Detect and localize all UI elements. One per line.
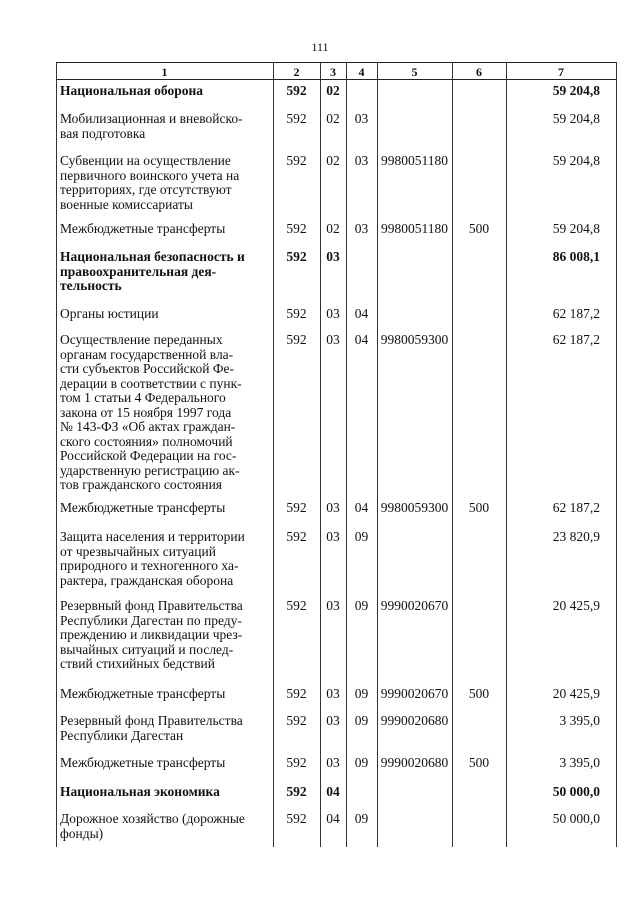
row-grbs: 592 — [286, 83, 307, 98]
row-section: 03 — [326, 332, 340, 347]
row-expense-type: 500 — [468, 755, 490, 770]
header-col-7: 7 — [558, 65, 564, 79]
column-divider — [56, 62, 57, 847]
row-target-code: 9980051180 — [381, 153, 448, 168]
row-amount: 86 008,1 — [552, 249, 600, 264]
row-subsection: 09 — [354, 686, 369, 701]
row-amount: 3 395,0 — [559, 713, 600, 728]
row-target-code: 9990020680 — [380, 755, 449, 770]
row-grbs: 592 — [286, 306, 307, 321]
page-number: 111 — [311, 40, 329, 54]
row-grbs: 592 — [286, 755, 307, 770]
row-amount: 3 395,0 — [559, 755, 600, 770]
row-grbs: 592 — [286, 713, 307, 728]
row-grbs: 592 — [286, 500, 307, 515]
row-subsection: 09 — [354, 713, 369, 728]
row-grbs: 592 — [286, 811, 307, 826]
row-section: 04 — [326, 784, 340, 799]
row-target-code: 9980059300 — [380, 332, 449, 347]
table-top-rule — [56, 62, 616, 63]
row-amount: 59 204,8 — [552, 153, 600, 168]
row-name: Национальная оборона — [60, 83, 203, 98]
row-section: 03 — [326, 713, 340, 728]
row-name: Осуществление переданных органам государственной вла- сти субъектов Российской Фе- дерации в соответствии с пунк- том 1 статьи 4 Федерального закона от 15 ноября 1997 года № 143-ФЗ «Об актах граждан- ского состояния» полномочий Российской Федерации на гос- ударственную регистрацию ак- тов гражданского состояния — [60, 332, 242, 492]
row-section: 02 — [326, 221, 340, 236]
row-subsection: 04 — [354, 306, 369, 321]
row-section: 03 — [326, 500, 340, 515]
row-subsection: 09 — [354, 529, 369, 544]
row-section: 02 — [326, 111, 340, 126]
row-target-code: 9980051180 — [381, 221, 448, 236]
row-name: Органы юстиции — [60, 306, 159, 321]
row-amount: 59 204,8 — [552, 83, 600, 98]
row-section: 02 — [326, 153, 340, 168]
row-expense-type: 500 — [468, 221, 490, 236]
row-amount: 50 000,0 — [552, 811, 600, 826]
row-grbs: 592 — [286, 598, 307, 613]
row-subsection: 09 — [354, 755, 369, 770]
row-target-code: 9990020680 — [380, 713, 449, 728]
row-name: Мобилизационная и вневойско- вая подготовка — [60, 111, 243, 141]
header-col-1: 1 — [161, 65, 168, 79]
column-divider — [273, 62, 274, 847]
row-grbs: 592 — [286, 529, 307, 544]
row-name: Межбюджетные трансферты — [60, 755, 226, 770]
column-divider — [320, 62, 321, 847]
column-divider — [452, 62, 453, 847]
row-subsection: 09 — [354, 598, 369, 613]
row-section: 03 — [326, 529, 340, 544]
row-name: Резервный фонд Правительства Республики Дагестан по преду- преждению и ликвидации чрез- вычайных ситуаций и послед- ствий стихийных бедствий — [60, 598, 243, 671]
row-section: 03 — [326, 686, 340, 701]
header-col-6: 6 — [476, 65, 482, 79]
row-name: Национальная экономика — [60, 784, 220, 799]
row-target-code: 9990020670 — [380, 686, 449, 701]
row-subsection: 04 — [354, 332, 369, 347]
row-expense-type: 500 — [468, 500, 490, 515]
row-amount: 20 425,9 — [552, 686, 600, 701]
column-divider — [616, 62, 617, 847]
row-grbs: 592 — [286, 784, 307, 799]
row-name: Защита населения и территории от чрезвычайных ситуаций природного и техногенного ха- рактера, гражданская оборона — [60, 529, 245, 588]
budget-table — [56, 62, 616, 847]
row-amount: 62 187,2 — [552, 306, 600, 321]
row-amount: 62 187,2 — [552, 500, 600, 515]
row-name: Межбюджетные трансферты — [60, 500, 226, 515]
row-name: Дорожное хозяйство (дорожные фонды) — [60, 811, 245, 841]
column-divider — [506, 62, 507, 847]
table-header-rule — [56, 79, 616, 80]
row-amount: 23 820,9 — [552, 529, 600, 544]
row-amount: 59 204,8 — [552, 221, 600, 236]
row-grbs: 592 — [286, 221, 307, 236]
row-name: Субвенции на осуществление первичного воинского учета на территориях, где отсутствуют военные комиссариаты — [60, 153, 240, 212]
column-divider — [377, 62, 378, 847]
row-target-code: 9990020670 — [380, 598, 449, 613]
row-subsection: 03 — [354, 153, 369, 168]
header-col-5: 5 — [411, 65, 418, 79]
row-subsection: 04 — [354, 500, 369, 515]
row-name: Резервный фонд Правительства Республики Дагестан — [60, 713, 243, 743]
row-grbs: 592 — [286, 686, 307, 701]
row-amount: 50 000,0 — [552, 784, 600, 799]
row-grbs: 592 — [286, 111, 307, 126]
header-col-2: 2 — [293, 65, 300, 79]
row-grbs: 592 — [286, 332, 307, 347]
row-subsection: 03 — [354, 221, 369, 236]
row-name: Межбюджетные трансферты — [60, 686, 226, 701]
column-divider — [346, 62, 347, 847]
row-grbs: 592 — [286, 249, 307, 264]
row-section: 04 — [326, 811, 340, 826]
header-col-3: 3 — [330, 65, 336, 79]
row-section: 03 — [326, 306, 340, 321]
row-amount: 20 425,9 — [552, 598, 600, 613]
row-section: 03 — [326, 249, 340, 264]
row-section: 02 — [326, 83, 340, 98]
row-expense-type: 500 — [468, 686, 490, 701]
row-section: 03 — [326, 755, 340, 770]
row-target-code: 9980059300 — [380, 500, 449, 515]
row-section: 03 — [326, 598, 340, 613]
row-name: Межбюджетные трансферты — [60, 221, 226, 236]
row-subsection: 03 — [354, 111, 369, 126]
row-grbs: 592 — [286, 153, 307, 168]
row-amount: 59 204,8 — [552, 111, 600, 126]
header-col-4: 4 — [358, 65, 365, 79]
row-amount: 62 187,2 — [552, 332, 600, 347]
row-subsection: 09 — [354, 811, 369, 826]
row-name: Национальная безопасность и правоохранительная дея- тельность — [60, 249, 245, 293]
